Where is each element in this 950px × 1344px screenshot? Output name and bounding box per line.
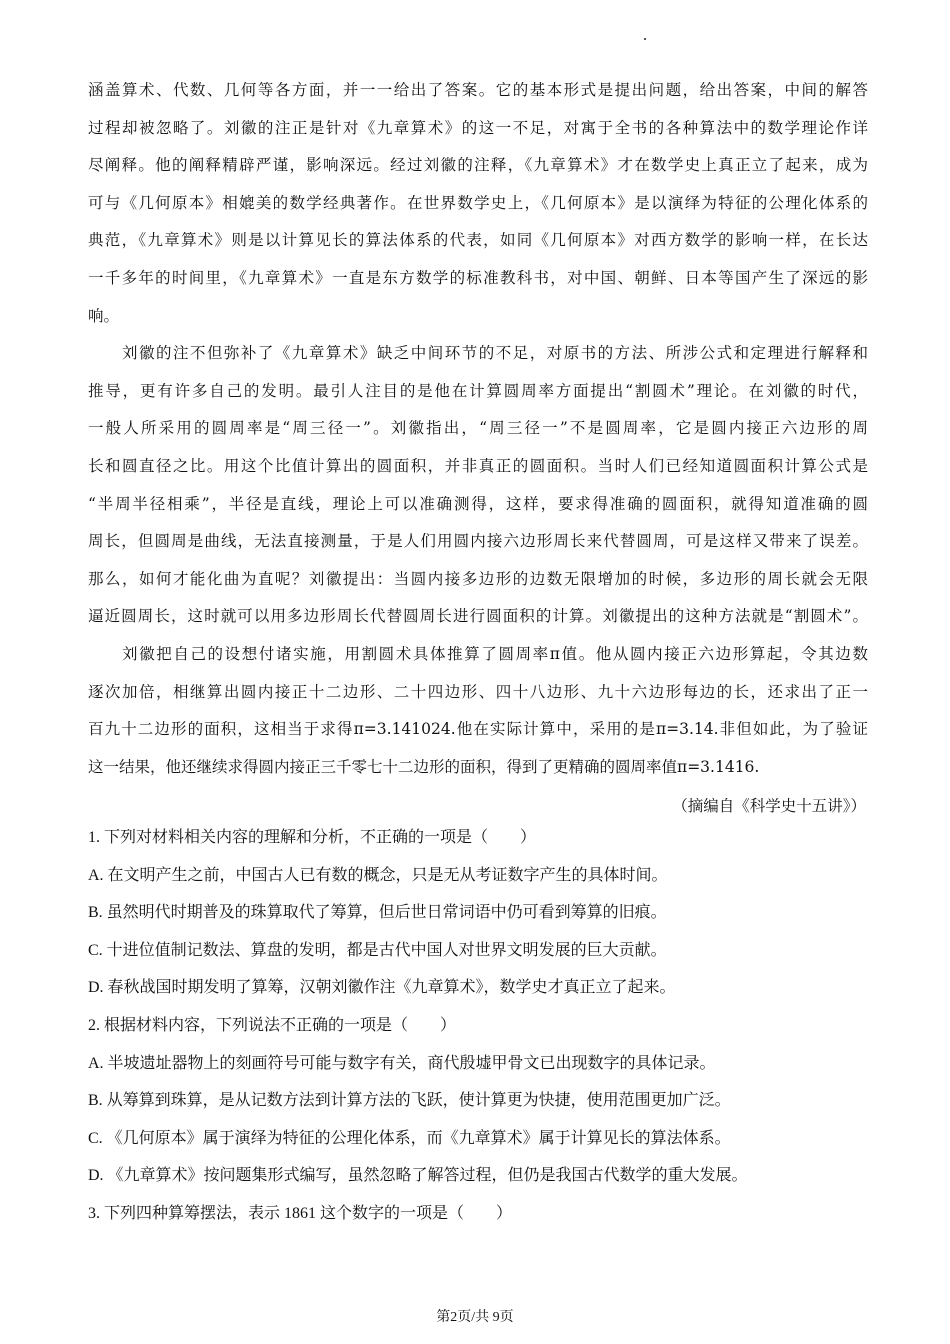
- answer-option: C. 《几何原本》属于演绎为特征的公理化体系，而《九章算术》属于计算见长的算法体系。: [88, 1129, 731, 1147]
- answer-option: D. 《九章算术》按问题集形式编写，虽然忽略了解答过程，但仍是我国古代数学的重大发展。: [88, 1167, 748, 1185]
- passage-line: “半周半径相乘”，半径是直线，理论上可以准确测得，这样，要求得准确的圆面积，就得知道准确的圆: [88, 494, 868, 513]
- answer-option: B. 虽然明代时期普及的珠算取代了筹算，但后世日常词语中仍可看到筹算的旧痕。: [88, 904, 667, 922]
- answer-option: A. 在文明产生之前，中国古人已有数的概念，只是无从考证数字产生的具体时间。: [88, 866, 668, 884]
- passage-line: 一般人所采用的圆周率是“周三径一”。刘徽指出，“周三径一”不是圆周率，它是圆内接正六边形的周: [88, 419, 868, 438]
- passage-line: 这一结果，他还继续求得圆内接正三千零七十二边形的面积，得到了更精确的圆周率值π=3.1416.: [88, 757, 760, 776]
- answer-option: B. 从筹算到珠算，是从记数方法到计算方法的飞跃，使计算更为快捷，使用范围更加广泛。: [88, 1092, 731, 1110]
- passage-line: 可与《几何原本》相媲美的数学经典著作。在世界数学史上，《几何原本》是以演绎为特征的公理化体系的: [88, 193, 868, 212]
- question-stem: 2. 根据材料内容，下列说法不正确的一项是（ ）: [88, 1016, 457, 1034]
- reading-passage: [88, 76, 868, 790]
- scan-speck: [644, 38, 646, 40]
- answer-option: D. 春秋战国时期发明了算筹，汉朝刘徽作注《九章算术》，数学史才真正立了起来。: [88, 979, 676, 997]
- passage-line: 一千多年的时间里，《九章算术》一直是东方数学的标准教科书，对中国、朝鲜、日本等国产生了深远的影: [88, 268, 868, 287]
- passage-line: 尽阐释。他的阐释精辟严谨，影响深远。经过刘徽的注释，《九章算术》才在数学史上真正立了起来，成为: [88, 156, 868, 175]
- passage-line: 涵盖算术、代数、几何等各方面，并一一给出了答案。它的基本形式是提出问题，给出答案，中间的解答: [88, 81, 868, 99]
- question-list: [88, 824, 888, 1238]
- passage-line: 百九十二边形的面积，这相当于求得π=3.141024.他在实际计算中，采用的是π=3.14.非但如此，为了验证: [88, 720, 868, 739]
- passage-line: 过程却被忽略了。刘徽的注正是针对《九章算术》的这一不足，对寓于全书的各种算法中的数学理论作详: [88, 118, 868, 137]
- passage-line: 逼近圆周长，这时就可以用多边形周长代替圆周长进行圆面积的计算。刘徽提出的这种方法就是“割圆术”。: [88, 607, 868, 626]
- passage-line: 响。: [88, 306, 120, 325]
- passage-line: 周长，但圆周是曲线，无法直接测量，于是人们用圆内接六边形周长来代替圆周，可是这样又带来了误差。: [88, 532, 868, 551]
- question-stem: 3. 下列四种算筹摆法，表示 1861 这个数字的一项是（ ）: [88, 1204, 513, 1222]
- question-stem: 1. 下列对材料相关内容的理解和分析，不正确的一项是（ ）: [88, 829, 537, 846]
- passage-line: 那么，如何才能化曲为直呢？刘徽提出：当圆内接多边形的边数无限增加的时候，多边形的周长就会无限: [88, 569, 868, 588]
- passage-line: 典范，《九章算术》则是以计算见长的算法体系的代表，如同《几何原本》对西方数学的影响一样，在长达: [88, 231, 868, 250]
- source-citation: （摘编自《科学史十五讲》）: [672, 797, 866, 815]
- page-footer: 第2页/共 9页: [436, 1310, 514, 1325]
- passage-line: 长和圆直径之比。用这个比值计算出的圆面积，并非真正的圆面积。当时人们已经知道圆面积计算公式是: [88, 456, 868, 475]
- passage-line: 刘徽的注不但弥补了《九章算术》缺乏中间环节的不足，对原书的方法、所涉公式和定理进行解释和: [122, 344, 868, 363]
- answer-option: A. 半坡遗址器物上的刻画符号可能与数字有关，商代殷墟甲骨文已出现数字的具体记录。: [88, 1054, 716, 1072]
- passage-line: 刘徽把自己的设想付诸实施，用割圆术具体推算了圆周率π值。他从圆内接正六边形算起，令其边数: [122, 644, 868, 663]
- passage-line: 逐次加倍，相继算出圆内接正十二边形、二十四边形、四十八边形、九十六边形每边的长，还求出了正一: [88, 682, 868, 701]
- passage-line: 推导，更有许多自己的发明。最引人注目的是他在计算圆周率方面提出“割圆术”理论。在刘徽的时代，: [88, 381, 868, 400]
- answer-option: C. 十进位值制记数法、算盘的发明，都是古代中国人对世界文明发展的巨大贡献。: [88, 941, 667, 959]
